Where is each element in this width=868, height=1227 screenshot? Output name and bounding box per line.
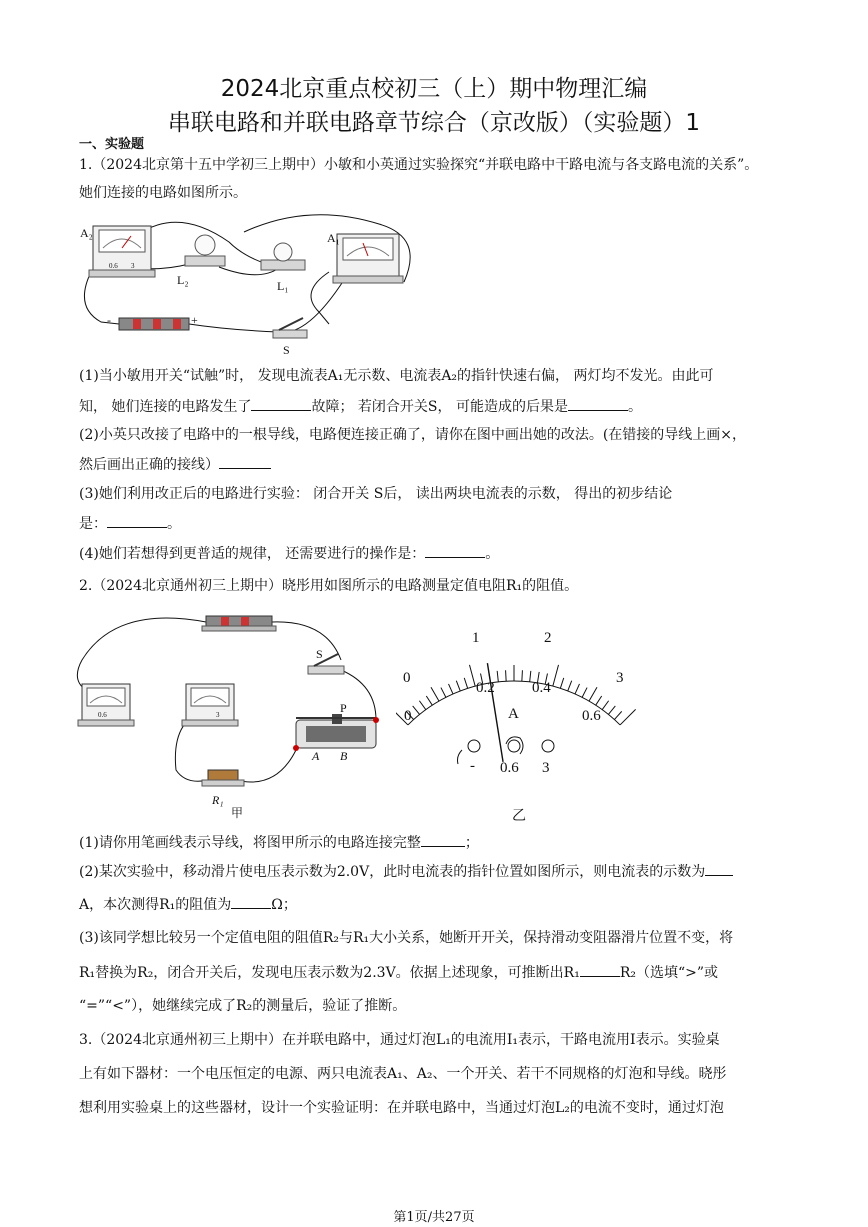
q1-part1-line1: (1)当小敏用开关“试触”时， 发现电流表A₁无示数、电流表A₂的指针快速右偏， 两灯均不发光。由此可 [79,368,714,384]
dial-tick [522,670,523,681]
dial-tick [568,681,572,691]
dial-tick [596,696,602,705]
q2-intro: 2.（2024北京通州初三上期中）晓彤用如图所示的电路测量定值电阻R₁的阻值。 [79,578,579,594]
q2-part2-line1 [79,861,794,882]
q2-part2-blank2[interactable] [231,894,271,909]
q1-part1-blank1[interactable] [251,396,311,411]
q1-part1-line2 [79,396,794,417]
q2-part3-line1: (3)该同学想比较另一个定值电阻的阻值R₂与R₁大小关系，她断开开关，保持滑动变阻器滑片位置不变，将 [79,930,734,946]
terminal-06-icon [508,740,520,752]
label-left-meter-06: 0.6 [98,711,107,719]
q1-part3-line1: (3)她们利用改正后的电路进行实验： 闭合开关 S后， 读出两块电流表的示数， 得出的初步结论 [79,486,673,502]
dial-tick [497,671,498,682]
inner-tick-02: 0.2 [476,680,495,696]
terminal-3-icon [542,740,554,752]
label-l1: L₁ [277,279,289,293]
q1-part1-text-c: 。 [627,399,642,415]
dial-tick [608,706,615,715]
dial-tick [506,670,507,681]
q2-figure-jia [76,610,396,820]
q2-figure-yi-ammeter-scale [396,626,636,826]
label-a2-3: 3 [131,262,135,270]
dial-tick [441,688,446,698]
dial-tick [449,684,453,694]
dial-tick [469,665,475,686]
q1-part2-blank[interactable] [219,454,271,469]
dial-tick [413,706,420,715]
inner-tick-0: 0 [404,708,412,724]
caption-yi: 乙 [512,809,526,824]
dial-needle [487,663,503,762]
section-heading: 一、实验题 [79,137,145,152]
outer-tick-1: 1 [472,630,480,646]
q2-part2-line2 [79,894,794,915]
q2-part1 [79,832,794,853]
q3-line2: 上有如下器材：一个电压恒定的电源、两只电流表A₁、A₂、一个开关、若干不同规格的灯泡和导线。晓彤 [79,1066,727,1082]
q2-part3-text-a: R₁替换为R₂，闭合开关后，发现电压表示数为2.3V。依据上述现象，可推断出R₁ [79,965,580,981]
label-mid-meter-3: 3 [216,711,220,719]
q2-part2-text-b: A，本次测得R₁的阻值为 [79,897,232,913]
label-switch-s: S [316,647,323,661]
dial-tick [620,709,636,725]
q1-part4 [79,543,794,564]
dial-tick [589,687,597,701]
dial-tick [530,671,531,682]
q1-part4-blank[interactable] [425,543,485,558]
q1-part3-line2 [79,513,794,534]
page-footer: 第1页/共27页 [393,1210,475,1225]
label-a2-06: 0.6 [109,262,118,270]
q2-part3-line3: “=”“<”），她继续完成了R₂的测量后，验证了推断。 [79,998,407,1014]
q1-part3-text-b: 。 [167,516,181,532]
q1-part3-text-a: 是： [79,516,107,532]
outer-tick-3: 3 [616,670,624,686]
q2-part3-text-b: R₂（选填“>”或 [619,965,719,981]
inner-tick-06: 0.6 [582,708,601,724]
q2-part1-blank[interactable] [421,832,465,847]
dial-tick [456,681,460,691]
q1-part4-text-a: (4)她们若想得到更普适的规律， 还需要进行的操作是： [79,546,426,562]
q1-part4-text-b: 。 [485,546,500,562]
q1-part1-text-a: 知， 她们连接的电路发生了 [79,399,252,415]
outer-tick-2: 2 [544,630,552,646]
q3-line3: 想利用实验桌上的这些器材，设计一个实验证明：在并联电路中，当通过灯泡L₂的电流不变时，通过灯泡 [79,1100,724,1116]
q2-part3-blank[interactable] [580,962,620,977]
unit-label-a: A [508,706,519,722]
label-rheostat-b: B [340,749,348,763]
terminal-label-06: 0.6 [500,760,519,776]
label-switch-s: S [283,343,290,357]
q1-part2-line2 [79,454,794,475]
dial-tick [553,665,559,686]
label-battery-plus: + [191,313,198,327]
q3-line1: 3.（2024北京通州初三上期中）在并联电路中，通过灯泡L₁的电流用I₁表示，干路电流用I表示。实验桌 [79,1032,720,1048]
dial-tick [426,696,432,705]
outer-tick-0: 0 [403,670,411,686]
q2-part2-text-a: (2)某次实验中，移动滑片使电压表示数为2.0V，此时电流表的指针位置如图所示，则电流表的示数为 [79,864,706,880]
dial-tick [464,678,467,688]
q1-part2-text: 然后画出正确的接线） [79,457,219,473]
label-a2: A₂ [80,226,93,240]
dial-tick [602,701,608,710]
dial-tick [431,687,439,701]
terminal-minus-icon [468,740,480,752]
q1-part1-blank2[interactable] [568,396,628,411]
dial-tick [582,688,587,698]
terminal-label-minus: - [470,758,475,774]
doc-title: 2024北京重点校初三（上）期中物理汇编 [220,76,648,102]
label-l2: L₂ [177,273,189,287]
dial-tick [575,684,579,694]
caption-jia: 甲 [231,806,244,820]
q2-part3-line2 [79,962,794,983]
q1-part1-text-b: 故障； 若闭合开关S， 可能造成的后果是 [311,399,568,415]
dial-tick [419,701,425,710]
terminal-label-3: 3 [542,760,550,776]
q2-part1-text-b: ； [464,835,479,851]
dial-tick [560,678,563,688]
q2-part2-text-c: Ω； [271,897,297,913]
label-rheostat-a: A [312,749,320,763]
label-slider-p: P [340,701,347,715]
q2-part2-blank1[interactable] [705,861,733,876]
q1-intro-line2: 她们连接的电路如图所示。 [79,185,247,201]
dial-tick [614,711,621,719]
q1-part2-line1: (2)小英只改接了电路中的一根导线，电路便连接正确了，请你在图中画出她的改法。(在错接的导线上画×， [79,427,747,443]
q1-part3-blank[interactable] [107,513,167,528]
label-battery-minus: - [107,313,111,327]
q1-intro-line1: 1.（2024北京第十五中学初三上期中）小敏和小英通过实验探究“并联电路中干路电流与各支路电流的关系”。 [79,157,759,173]
q1-circuit-figure [79,212,419,360]
doc-subtitle: 串联电路和并联电路章节综合（京改版）（实验题）1 [167,110,701,136]
label-a1: A₁ [327,231,340,245]
label-r1: R₁ [212,793,224,807]
q2-part1-text-a: (1)请你用笔画线表示导线，将图甲所示的电路连接完整 [79,835,421,851]
inner-tick-04: 0.4 [532,680,551,696]
